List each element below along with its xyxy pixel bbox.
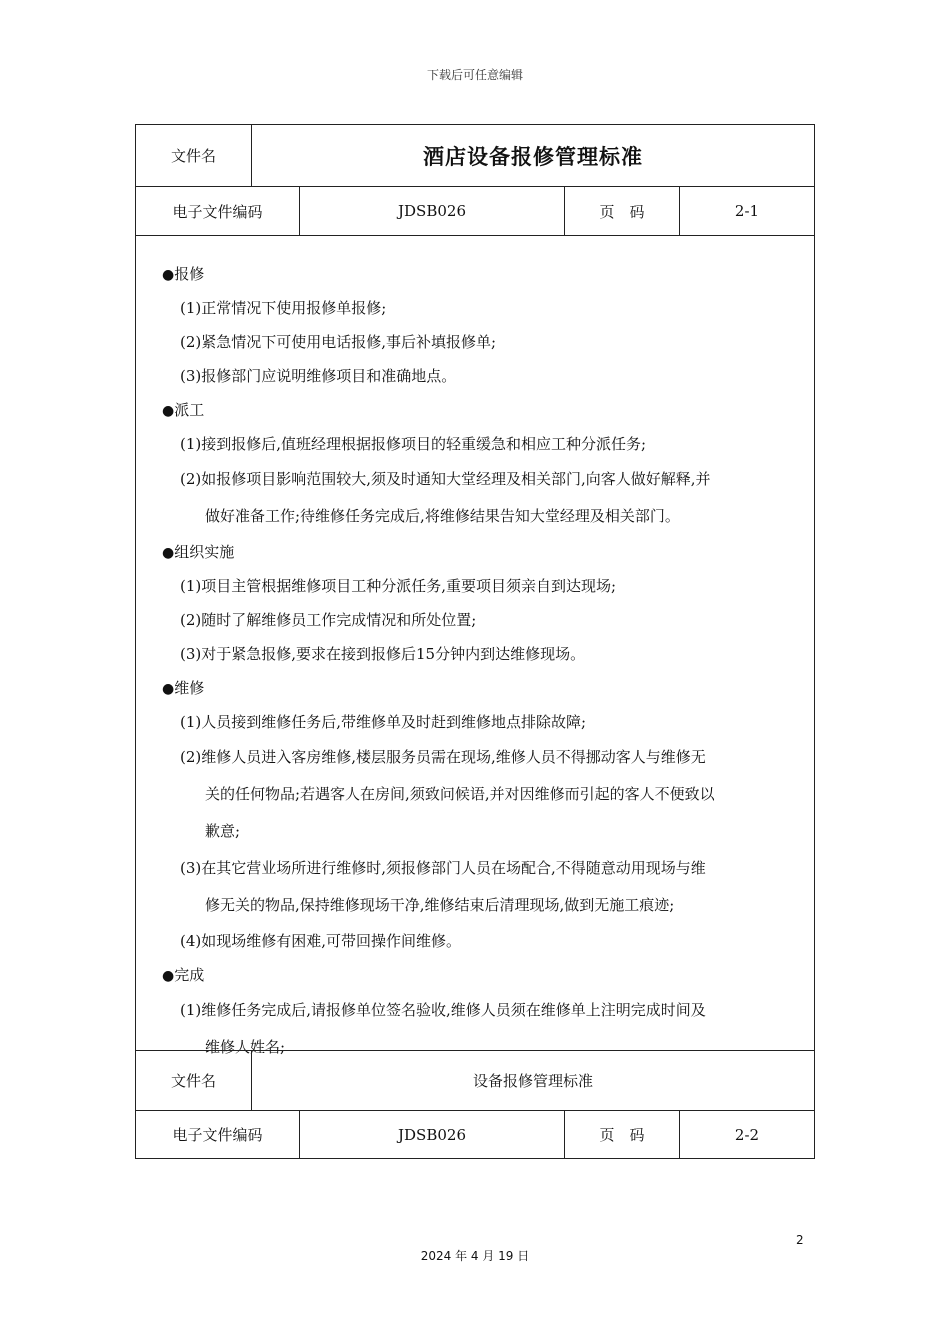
label-file-name-bottom: 文件名 [170,1072,216,1090]
list-item-text: (3)对于紧急报修,要求在接到报修后15分钟内到达维修现场。 [180,645,586,663]
list-item [136,569,814,603]
bullet-icon: ● [162,267,175,283]
section-title: 报修 [174,265,205,283]
list-item-continuation: 修无关的物品,保持维修现场干净,维修结束后清理现场,做到无施工痕迹; [205,896,675,914]
list-item-text: (1)人员接到维修任务后,带维修单及时赶到维修地点排除故障; [180,713,587,731]
label-file-name-top: 文件名 [170,147,216,165]
list-item [136,359,814,393]
list-item-text: (2)紧急情况下可使用电话报修,事后补填报修单; [180,333,497,351]
list-item-text: (3)在其它营业场所进行维修时,须报修部门人员在场配合,不得随意动用现场与维 [180,859,706,877]
list-item [136,427,814,461]
list-item-text: (2)随时了解维修员工作完成情况和所处位置; [180,611,477,629]
list-item [136,924,814,958]
file-code-top: JDSB026 [398,202,466,220]
section-title: 维修 [174,679,205,697]
section-title: 派工 [174,401,205,419]
list-item-text: (2)如报修项目影响范围较大,须及时通知大堂经理及相关部门,向客人做好解释,并 [180,470,711,488]
page-code-bottom: 2-2 [734,1125,760,1144]
list-item-continuation: 维修人姓名; [205,1038,286,1056]
list-item-continuation: 关的任何物品;若遇客人在房间,须致问候语,并对因维修而引起的客人不便致以 [205,785,715,803]
list-item-text: (1)接到报修后,值班经理根据报修项目的轻重缓急和相应工种分派任务; [180,435,647,453]
document-table [135,124,815,1159]
document-title: 酒店设备报修管理标准 [423,144,643,169]
bullet-icon: ● [162,403,175,419]
list-item [136,637,814,671]
page-code-top: 2-1 [734,202,760,220]
list-item-text: (1)维修任务完成后,请报修单位签名验收,维修人员须在维修单上注明完成时间及 [180,1001,706,1019]
section-heading [136,393,814,427]
bullet-icon: ● [162,681,175,697]
list-item [136,291,814,325]
footer-date: 2024 年 4 月 19 日 [420,1249,530,1263]
procedure-content [136,235,814,1056]
label-page-top: 页 码 [599,202,645,221]
list-item [136,325,814,359]
list-item-continuation: 歉意; [205,822,241,840]
list-item [136,739,814,850]
list-item-text: (1)正常情况下使用报修单报修; [180,299,387,317]
section-title: 完成 [174,966,205,984]
list-item-text: (4)如现场维修有困难,可带回操作间维修。 [180,932,462,950]
bullet-icon: ● [162,968,175,984]
section-heading [136,958,814,992]
label-page-bottom: 页 码 [599,1126,645,1144]
bullet-icon: ● [162,545,175,561]
document-name-bottom: 设备报修管理标准 [472,1072,593,1090]
header-note: 下载后可任意编辑 [426,68,523,82]
label-code-bottom: 电子文件编码 [172,1126,263,1144]
list-item-text: (3)报修部门应说明维修项目和准确地点。 [180,367,457,385]
list-item [136,705,814,739]
section-title: 组织实施 [174,543,235,561]
section-heading [136,257,814,291]
list-item [136,603,814,637]
section-heading [136,535,814,569]
list-item-text: (2)维修人员进入客房维修,楼层服务员需在现场,维修人员不得挪动客人与维修无 [180,748,706,766]
page-number: 2 [796,1233,804,1247]
list-item [136,850,814,924]
file-code-bottom: JDSB026 [398,1125,466,1144]
label-code-top: 电子文件编码 [172,202,263,221]
section-heading [136,671,814,705]
list-item-continuation: 做好准备工作;待维修任务完成后,将维修结果告知大堂经理及相关部门。 [205,507,680,525]
list-item-text: (1)项目主管根据维修项目工种分派任务,重要项目须亲自到达现场; [180,577,617,595]
list-item [136,461,814,535]
